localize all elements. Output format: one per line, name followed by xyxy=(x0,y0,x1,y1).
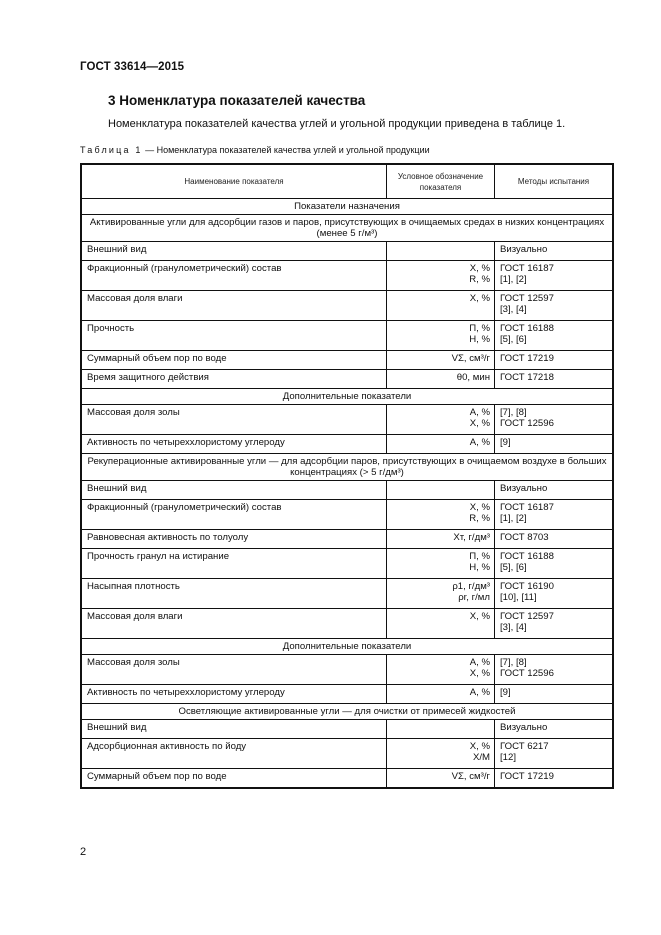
test-method: ГОСТ 16187 [1], [2] xyxy=(495,500,614,530)
column-header-method: Методы испытания xyxy=(495,164,614,199)
group-title: Дополнительные показатели xyxy=(81,389,613,405)
indicator-name: Время защитного действия xyxy=(81,370,387,389)
indicator-symbol: A, % X, % xyxy=(387,405,495,435)
test-method: ГОСТ 17218 xyxy=(495,370,614,389)
indicator-name: Внешний вид xyxy=(81,242,387,261)
table-row xyxy=(81,435,613,454)
test-method: ГОСТ 17219 xyxy=(495,351,614,370)
indicator-name: Внешний вид xyxy=(81,720,387,739)
table-row xyxy=(81,720,613,739)
table-row xyxy=(81,351,613,370)
indicator-symbol: VΣ, см³/г xyxy=(387,351,495,370)
section-title: 3 Номенклатура показателей качества xyxy=(108,93,366,108)
table-row xyxy=(81,481,613,500)
group-title: Осветляющие активированные угли — для очистки от примесей жидкостей xyxy=(81,704,613,720)
test-method: ГОСТ 12597 [3], [4] xyxy=(495,609,614,639)
indicator-symbol: A, % xyxy=(387,685,495,704)
indicator-name: Активность по четыреххлористому углероду xyxy=(81,435,387,454)
test-method: ГОСТ 16187 [1], [2] xyxy=(495,261,614,291)
table-header-row xyxy=(81,164,613,199)
indicator-name: Фракционный (гранулометрический) состав xyxy=(81,261,387,291)
indicator-name: Фракционный (гранулометрический) состав xyxy=(81,500,387,530)
column-header-symbol: Условное обозначение показателя xyxy=(387,164,495,199)
indicator-symbol xyxy=(387,242,495,261)
indicator-name: Массовая доля влаги xyxy=(81,609,387,639)
test-method: [9] xyxy=(495,685,614,704)
indicator-symbol: П, % Н, % xyxy=(387,549,495,579)
indicator-symbol: X, % X/M xyxy=(387,739,495,769)
table-row xyxy=(81,370,613,389)
table-group-row xyxy=(81,215,613,242)
indicator-name: Массовая доля золы xyxy=(81,405,387,435)
test-method: ГОСТ 17219 xyxy=(495,769,614,788)
test-method: [7], [8] ГОСТ 12596 xyxy=(495,405,614,435)
table-caption-text: — Номенклатура показателей качества углей и угольной продукции xyxy=(142,145,430,155)
group-title: Активированные угли для адсорбции газов и паров, присутствующих в очищаемых средах в низких концентрациях (менее 5 г/м³) xyxy=(81,215,613,242)
test-method: [9] xyxy=(495,435,614,454)
quality-indicators-table xyxy=(80,163,614,789)
indicator-symbol xyxy=(387,481,495,500)
indicator-symbol xyxy=(387,720,495,739)
table-row xyxy=(81,405,613,435)
table-row xyxy=(81,579,613,609)
standard-number: ГОСТ 33614—2015 xyxy=(80,61,185,73)
indicator-symbol: A, % X, % xyxy=(387,655,495,685)
indicator-name: Массовая доля влаги xyxy=(81,291,387,321)
table-group-row xyxy=(81,454,613,481)
test-method: Визуально xyxy=(495,242,614,261)
indicator-name: Равновесная активность по толуолу xyxy=(81,530,387,549)
test-method: ГОСТ 8703 xyxy=(495,530,614,549)
indicator-symbol: θ0, мин xyxy=(387,370,495,389)
intro-paragraph: Номенклатура показателей качества углей и угольной продукции приведена в таблице 1. xyxy=(108,118,566,130)
table-row xyxy=(81,769,613,788)
group-title: Рекуперационные активированные угли — для адсорбции паров, присутствующих в очищаемом воздухе в больших концентрациях (> 5 г/дм³) xyxy=(81,454,613,481)
table-row xyxy=(81,242,613,261)
table-row xyxy=(81,500,613,530)
test-method: ГОСТ 16190 [10], [11] xyxy=(495,579,614,609)
indicator-symbol: X, % R, % xyxy=(387,500,495,530)
group-title: Показатели назначения xyxy=(81,199,613,215)
indicator-symbol: П, % Н, % xyxy=(387,321,495,351)
column-header-name: Наименование показателя xyxy=(81,164,387,199)
test-method: ГОСТ 16188 [5], [6] xyxy=(495,321,614,351)
test-method: Визуально xyxy=(495,481,614,500)
test-method: ГОСТ 16188 [5], [6] xyxy=(495,549,614,579)
test-method: [7], [8] ГОСТ 12596 xyxy=(495,655,614,685)
table-row xyxy=(81,655,613,685)
table-body xyxy=(81,199,613,788)
table-caption-label: Таблица 1 xyxy=(80,145,143,155)
table-group-row xyxy=(81,639,613,655)
indicator-name: Суммарный объем пор по воде xyxy=(81,769,387,788)
table-row xyxy=(81,291,613,321)
indicator-symbol: ρ1, г/дм³ ρr, г/мл xyxy=(387,579,495,609)
table-caption xyxy=(80,145,430,155)
page-number: 2 xyxy=(80,846,87,858)
indicator-name: Суммарный объем пор по воде xyxy=(81,351,387,370)
test-method: ГОСТ 6217 [12] xyxy=(495,739,614,769)
table-row xyxy=(81,261,613,291)
table-row xyxy=(81,685,613,704)
indicator-name: Адсорбционная активность по йоду xyxy=(81,739,387,769)
indicator-name: Прочность xyxy=(81,321,387,351)
table-row xyxy=(81,530,613,549)
table-group-row xyxy=(81,704,613,720)
test-method: ГОСТ 12597 [3], [4] xyxy=(495,291,614,321)
indicator-symbol: Xт, г/дм³ xyxy=(387,530,495,549)
indicator-symbol: A, % xyxy=(387,435,495,454)
indicator-name: Прочность гранул на истирание xyxy=(81,549,387,579)
indicator-symbol: X, % xyxy=(387,609,495,639)
group-title: Дополнительные показатели xyxy=(81,639,613,655)
table-row xyxy=(81,549,613,579)
indicator-name: Насыпная плотность xyxy=(81,579,387,609)
indicator-name: Активность по четыреххлористому углероду xyxy=(81,685,387,704)
indicator-symbol: X, % xyxy=(387,291,495,321)
table-row xyxy=(81,321,613,351)
indicator-symbol: VΣ, см³/г xyxy=(387,769,495,788)
table-row xyxy=(81,609,613,639)
table-row xyxy=(81,739,613,769)
indicator-name: Внешний вид xyxy=(81,481,387,500)
indicator-name: Массовая доля золы xyxy=(81,655,387,685)
test-method: Визуально xyxy=(495,720,614,739)
table-group-row xyxy=(81,389,613,405)
table-group-row xyxy=(81,199,613,215)
indicator-symbol: X, % R, % xyxy=(387,261,495,291)
